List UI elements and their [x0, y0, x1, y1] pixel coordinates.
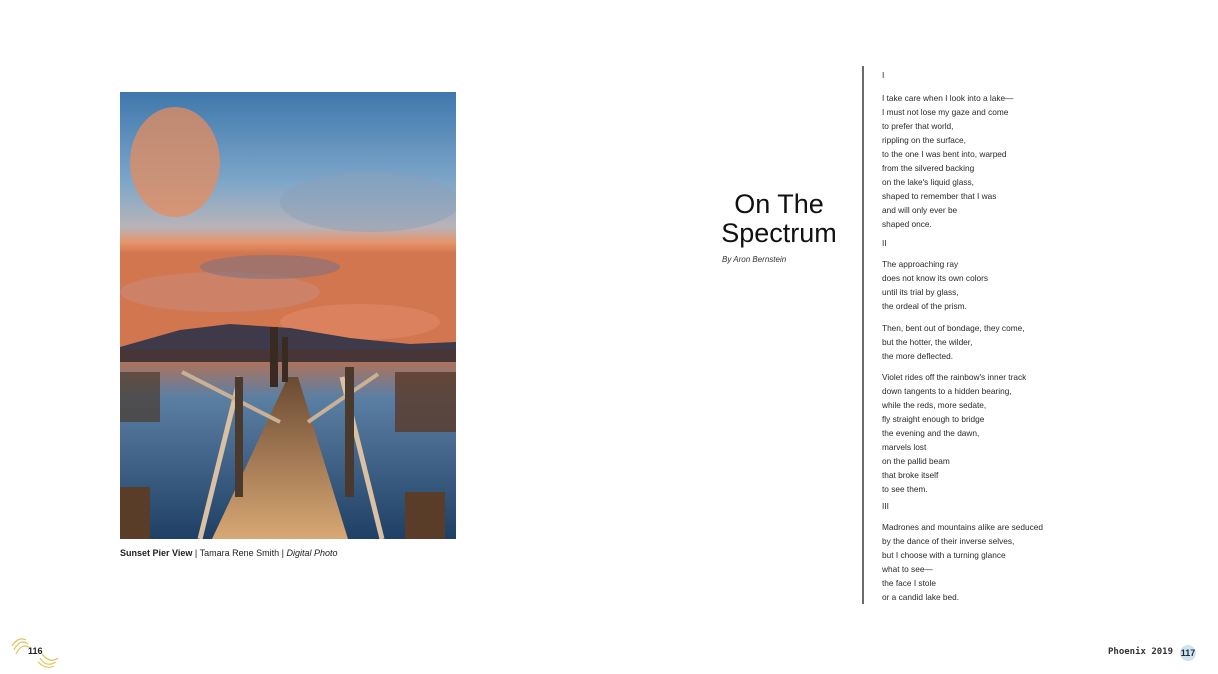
poem-title — [714, 190, 844, 248]
poem-line: and will only ever be — [882, 205, 958, 215]
poem-title-line-2: Spectrum — [721, 218, 837, 248]
poem-line: what to see— — [882, 564, 933, 574]
journal-title: Phoenix 2019 — [1108, 647, 1174, 657]
poem-line: down tangents to a hidden bearing, — [882, 386, 1012, 396]
poem-line: The approaching ray — [882, 259, 959, 269]
sunset-pier-photo — [120, 92, 456, 539]
poem-line: from the silvered backing — [882, 163, 975, 173]
poem-line: shaped once. — [882, 219, 932, 229]
poem-line: I take care when I look into a lake— — [882, 93, 1014, 103]
poem-line: or a candid lake bed. — [882, 592, 960, 602]
poem-line: I must not lose my gaze and come — [882, 107, 1009, 117]
poem-line: to see them. — [882, 484, 928, 494]
poem-line: fly straight enough to bridge — [882, 414, 985, 424]
poem-line: rippling on the surface, — [882, 135, 966, 145]
poem-line: on the pallid beam — [882, 456, 950, 466]
poem-line: shaped to remember that I was — [882, 191, 997, 201]
caption-separator: | — [281, 548, 284, 558]
poem-title-line-1: On The — [734, 189, 824, 219]
poem-line: the face I stole — [882, 578, 936, 588]
page-number-right: 117 — [1180, 645, 1196, 661]
poem-line: on the lake's liquid glass, — [882, 177, 974, 187]
poem-line: marvels lost — [882, 442, 927, 452]
poem-line: but I choose with a turning glance — [882, 550, 1006, 560]
poem-line: the evening and the dawn, — [882, 428, 980, 438]
poem-line: Violet rides off the rainbow's inner track — [882, 372, 1027, 382]
poem-byline: By Aron Bernstein — [722, 255, 787, 264]
poem-line: to prefer that world, — [882, 121, 954, 131]
photo-title: Sunset Pier View — [120, 548, 193, 558]
poem-line: III — [882, 501, 889, 511]
poem-line: to the one I was bent into, warped — [882, 149, 1007, 159]
poem-line: I — [882, 70, 885, 80]
poem-line: by the dance of their inverse selves, — [882, 536, 1015, 546]
caption-separator: | — [194, 548, 198, 558]
poem-line: the more deflected. — [882, 351, 954, 361]
page-number-left: 116 — [28, 646, 43, 656]
poem-line: but the hotter, the wilder, — [882, 337, 973, 347]
poem-line: that broke itself — [882, 470, 939, 480]
poem-line: Then, bent out of bondage, they come, — [882, 323, 1025, 333]
poem-line: the ordeal of the prism. — [882, 301, 967, 311]
poem-line: Madrones and mountains alike are seduced — [882, 522, 1043, 532]
photo-caption — [120, 548, 338, 558]
photo-artist: Tamara Rene Smith — [199, 548, 280, 558]
photo-medium: Digital Photo — [286, 548, 338, 558]
poem-line: II — [882, 238, 887, 248]
photo-illustration — [120, 92, 456, 539]
vertical-divider — [862, 66, 864, 604]
poem-line: while the reds, more sedate, — [882, 400, 987, 410]
poem-line: does not know its own colors — [882, 273, 989, 283]
poem-line: until its trial by glass, — [882, 287, 959, 297]
